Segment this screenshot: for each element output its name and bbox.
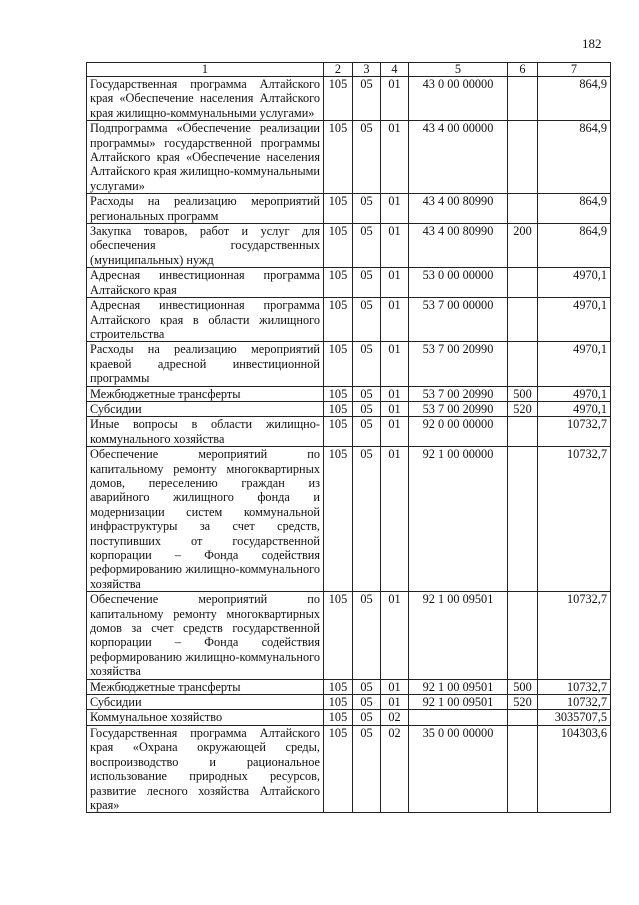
row-target-article: 92 1 00 09501 [409,679,508,694]
row-target-article: 92 0 00 00000 [409,417,508,447]
row-ministry: 105 [324,298,353,342]
row-name: Государственная программа Алтайского края «Обеспечение населения Алтайского края жилищно-коммунальными услугами» [87,77,324,121]
row-amount: 10732,7 [538,592,611,679]
row-target-article: 92 1 00 00000 [409,447,508,592]
row-subsection: 01 [381,342,409,386]
row-target-article: 43 0 00 00000 [409,77,508,121]
row-subsection: 02 [381,710,409,725]
row-section: 05 [353,401,381,416]
row-expense-type: 500 [508,386,538,401]
row-section: 05 [353,121,381,194]
row-amount: 10732,7 [538,695,611,710]
table-row [87,417,611,447]
row-subsection: 01 [381,121,409,194]
row-subsection: 01 [381,417,409,447]
row-expense-type [508,298,538,342]
row-expense-type [508,194,538,224]
row-subsection: 01 [381,592,409,679]
row-section: 05 [353,679,381,694]
row-expense-type [508,268,538,298]
header-row [87,63,611,77]
row-target-article: 53 7 00 20990 [409,386,508,401]
column-header-5: 5 [409,63,508,77]
row-amount: 104303,6 [538,725,611,812]
table-row [87,447,611,592]
column-header-6: 6 [508,63,538,77]
row-amount: 4970,1 [538,401,611,416]
row-target-article: 43 4 00 80990 [409,224,508,268]
row-name: Адресная инвестиционная программа Алтайского края [87,268,324,298]
row-name: Субсидии [87,695,324,710]
row-expense-type [508,447,538,592]
row-name: Государственная программа Алтайского края «Охрана окружающей среды, воспроизводство и рациональное использование природных ресурсов, развитие лесного хозяйства Алтайского края» [87,725,324,812]
table-row [87,710,611,725]
row-section: 05 [353,725,381,812]
row-section: 05 [353,695,381,710]
row-subsection: 01 [381,268,409,298]
budget-table [86,62,611,813]
row-subsection: 01 [381,77,409,121]
row-target-article: 53 7 00 20990 [409,401,508,416]
table-row [87,268,611,298]
row-subsection: 01 [381,386,409,401]
row-section: 05 [353,268,381,298]
row-ministry: 105 [324,679,353,694]
row-section: 05 [353,417,381,447]
row-name: Адресная инвестиционная программа Алтайского края в области жилищного строительства [87,298,324,342]
row-subsection: 01 [381,194,409,224]
row-ministry: 105 [324,401,353,416]
row-subsection: 01 [381,679,409,694]
row-section: 05 [353,224,381,268]
row-target-article: 53 0 00 00000 [409,268,508,298]
table-row [87,121,611,194]
row-ministry: 105 [324,194,353,224]
row-target-article: 43 4 00 80990 [409,194,508,224]
row-amount: 4970,1 [538,298,611,342]
table-row [87,695,611,710]
row-name: Межбюджетные трансферты [87,679,324,694]
table-row [87,298,611,342]
row-name: Иные вопросы в области жилищно-коммунального хозяйства [87,417,324,447]
row-ministry: 105 [324,710,353,725]
row-name: Расходы на реализацию мероприятий региональных программ [87,194,324,224]
row-subsection: 01 [381,298,409,342]
row-amount: 864,9 [538,224,611,268]
column-header-3: 3 [353,63,381,77]
row-name: Межбюджетные трансферты [87,386,324,401]
row-expense-type [508,342,538,386]
row-section: 05 [353,194,381,224]
row-amount: 4970,1 [538,342,611,386]
row-expense-type: 520 [508,695,538,710]
row-section: 05 [353,447,381,592]
table-row [87,679,611,694]
row-expense-type [508,77,538,121]
row-name: Коммунальное хозяйство [87,710,324,725]
column-header-4: 4 [381,63,409,77]
row-subsection: 01 [381,224,409,268]
row-target-article: 35 0 00 00000 [409,725,508,812]
row-target-article [409,710,508,725]
row-expense-type [508,417,538,447]
row-ministry: 105 [324,77,353,121]
table-row [87,401,611,416]
row-ministry: 105 [324,268,353,298]
row-ministry: 105 [324,342,353,386]
row-name: Расходы на реализацию мероприятий краевой адресной инвестиционной программы [87,342,324,386]
row-amount: 10732,7 [538,447,611,592]
table-row [87,342,611,386]
table-row [87,224,611,268]
row-amount: 864,9 [538,77,611,121]
row-expense-type: 520 [508,401,538,416]
row-expense-type: 200 [508,224,538,268]
row-amount: 3035707,5 [538,710,611,725]
row-subsection: 01 [381,695,409,710]
row-amount: 10732,7 [538,679,611,694]
row-target-article: 53 7 00 20990 [409,342,508,386]
row-subsection: 01 [381,447,409,592]
row-amount: 864,9 [538,121,611,194]
column-header-1: 1 [87,63,324,77]
row-section: 05 [353,342,381,386]
row-expense-type [508,725,538,812]
row-section: 05 [353,77,381,121]
row-ministry: 105 [324,592,353,679]
column-header-2: 2 [324,63,353,77]
row-name: Подпрограмма «Обеспечение реализации программы» государственной программы Алтайского края «Обеспечение населения Алтайского края жилищно-коммунальными услугами» [87,121,324,194]
row-target-article: 92 1 00 09501 [409,592,508,679]
row-ministry: 105 [324,725,353,812]
table-row [87,386,611,401]
row-target-article: 43 4 00 00000 [409,121,508,194]
row-expense-type: 500 [508,679,538,694]
page-number: 182 [582,36,602,51]
row-amount: 10732,7 [538,417,611,447]
table-row [87,194,611,224]
row-amount: 864,9 [538,194,611,224]
row-section: 05 [353,592,381,679]
row-ministry: 105 [324,447,353,592]
row-ministry: 105 [324,417,353,447]
row-section: 05 [353,710,381,725]
row-section: 05 [353,386,381,401]
table-row [87,77,611,121]
table-row [87,725,611,812]
row-subsection: 02 [381,725,409,812]
row-expense-type [508,592,538,679]
row-ministry: 105 [324,121,353,194]
row-ministry: 105 [324,695,353,710]
row-amount: 4970,1 [538,386,611,401]
table-row [87,592,611,679]
row-target-article: 53 7 00 00000 [409,298,508,342]
row-name: Закупка товаров, работ и услуг для обеспечения государственных (муниципальных) нужд [87,224,324,268]
row-target-article: 92 1 00 09501 [409,695,508,710]
row-name: Обеспечение мероприятий по капитальному ремонту многоквартирных домов, переселению граждан из аварийного жилищного фонда и модернизации систем коммунальной инфраструктуры за счет средств, поступивших от государственной корпорации – Фонда содействия реформированию жилищно-коммунального хозяйства [87,447,324,592]
row-ministry: 105 [324,224,353,268]
row-expense-type [508,710,538,725]
row-amount: 4970,1 [538,268,611,298]
row-ministry: 105 [324,386,353,401]
row-name: Субсидии [87,401,324,416]
row-subsection: 01 [381,401,409,416]
row-name: Обеспечение мероприятий по капитальному ремонту многоквартирных домов за счет средств государственной корпорации – Фонда содействия реформированию жилищно-коммунального хозяйства [87,592,324,679]
row-expense-type [508,121,538,194]
row-section: 05 [353,298,381,342]
column-header-7: 7 [538,63,611,77]
